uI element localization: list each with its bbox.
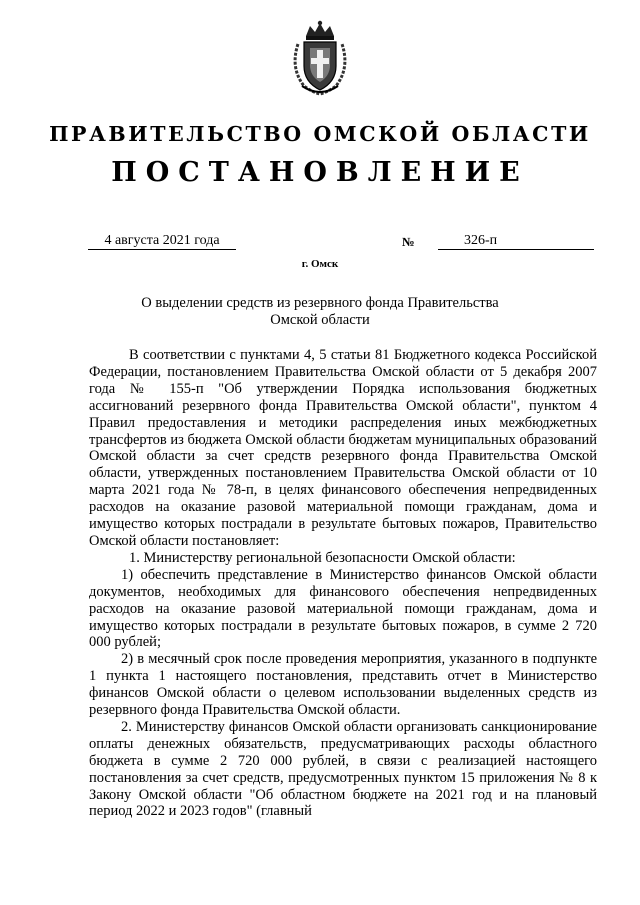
number-label: № bbox=[402, 235, 415, 249]
subject-line-2: Омской области bbox=[270, 312, 370, 328]
government-title: ПРАВИТЕЛЬСТВО ОМСКОЙ ОБЛАСТИ bbox=[49, 122, 591, 146]
document-body bbox=[89, 347, 597, 820]
document-type: ПОСТАНОВЛЕНИЕ bbox=[111, 157, 529, 188]
clause-1-subitem-2: 2) в месячный срок после проведения мероприятия, указанного в подпункте 1 пункта 1 настоящего постановления, представить отчет в Министерство финансов Омской области о целевом использовании выделенных средств из резервного фонда Правительства Омской области. bbox=[89, 651, 597, 719]
clause-1-subitem-1: 1) обеспечить представление в Министерство финансов Омской области документов, необходимых для финансового обеспечения непредвиденных расходов на оказание разовой материальной помощи гражданам, дома и имущество которых пострадали в результате бытовых пожаров, в сумме 2 720 000 рублей; bbox=[89, 566, 597, 651]
coat-of-arms-icon bbox=[288, 20, 352, 96]
clause-1-heading: 1. Министерству региональной безопасности Омской области: bbox=[129, 549, 516, 566]
document-city: г. Омск bbox=[301, 258, 339, 270]
document-date: 4 августа 2021 года bbox=[88, 232, 236, 250]
document-subject bbox=[0, 295, 640, 329]
document-number: 326-п bbox=[438, 232, 594, 250]
preamble-paragraph: В соответствии с пунктами 4, 5 статьи 81 Бюджетного кодекса Российской Федерации, постановлением Правительства Омской области от 5 декабря 2007 года № 155-п "Об утверждении Порядка использования бюджетных ассигнований резервного фонда Правительства Омской области", пунктом 4 Правил предоставления и методики распределения иных межбюджетных трансфертов из бюджета Омской области бюджетам муниципальных образований Омской области за счет средств резервного фонда Правительства Омской области, утвержденных постановлением Правительства Омской области от 10 марта 2021 года № 78-п, в целях финансового обеспечения непредвиденных расходов на оказание разовой материальной помощи гражданам, дома и имущество которых пострадали в результате бытовых пожаров, Правительство Омской области постановляет: bbox=[89, 347, 597, 549]
subject-line-1: О выделении средств из резервного фонда Правительства bbox=[141, 295, 499, 311]
clause-2-paragraph: 2. Министерству финансов Омской области организовать санкционирование оплаты денежных обязательств, предусматривающих расходы областного бюджета в сумме 2 720 000 рублей, в связи с реализацией настоящего постановления за счет средств, предусмотренных пунктом 15 приложения № 8 к Закону Омской области "Об областном бюджете на 2021 год и на плановый период 2022 и 2023 годов" (главный bbox=[89, 718, 597, 820]
